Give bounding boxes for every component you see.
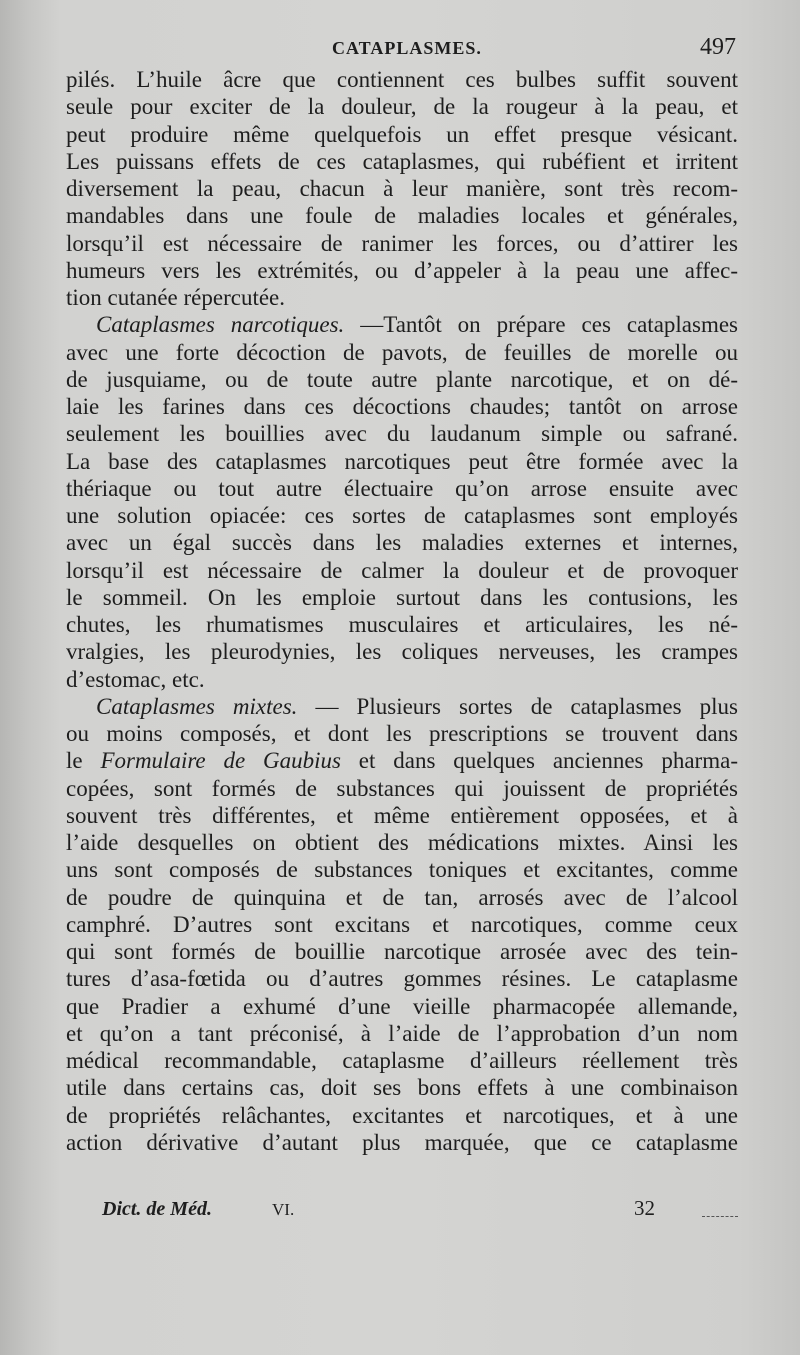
text-line: l’aide desquelles on obtient des médications mixtes. Ainsi les (66, 830, 738, 855)
text-line: camphré. D’autres sont excitans et narcotiques, comme ceux (66, 911, 738, 937)
text-line: chutes, les rhumatismes musculaires et articulaires, les né- (66, 612, 738, 637)
paragraph-mixtes-first-line (66, 693, 738, 720)
text-line: une solution opiacée: ces sortes de cataplasmes sont employés (66, 503, 738, 528)
text-line: seule pour exciter de la douleur, de la rougeur à la peau, et (66, 94, 738, 120)
footer-sheet-number: 32 (634, 1196, 655, 1220)
text-line: de jusquiame, ou de toute autre plante narcotique, et on dé- (66, 366, 738, 392)
text-line: avec une forte décoction de pavots, de feuilles de morelle ou (66, 339, 738, 365)
running-title: CATAPLASMES. (332, 38, 482, 58)
text-line: pilés. L’huile âcre que contiennent ces bulbes suffit souvent (66, 67, 738, 92)
text-line: thériaque ou tout autre électuaire qu’on arrose ensuite avec (66, 475, 738, 501)
mixed-lead-text: — Plusieurs sortes de cataplasmes plus (297, 693, 738, 719)
text-line: lorsqu’il est nécessaire de calmer la douleur et de provoquer (66, 557, 738, 583)
text-line: le sommeil. On les emploie surtout dans les contusions, les (66, 584, 738, 610)
page-number: 497 (700, 34, 736, 60)
text-line: médical recommandable, cataplasme d’ailleurs réellement très (66, 1048, 738, 1073)
text-line: d’estomac, etc. (66, 666, 205, 692)
text-line: action dérivative d’autant plus marquée, que ce cataplasme (66, 1129, 738, 1155)
text-line: seulement les bouillies avec du laudanum simple ou safrané. (66, 421, 738, 447)
text-line: utile dans certains cas, doit ses bons effets à une combinaison (66, 1075, 738, 1101)
signature-line (66, 1196, 738, 1226)
footer-work-title: Dict. de Méd. (102, 1198, 212, 1220)
section-heading-mixtes: Cataplasmes mixtes. (96, 693, 298, 719)
text-line: avec un égal succès dans les maladies externes et internes, (66, 530, 738, 556)
text-line: mandables dans une foule de maladies locales et générales, (66, 203, 738, 229)
text-line: diversement la peau, chacun à leur manière, sont très recom- (66, 176, 738, 201)
body-text (66, 66, 738, 1156)
text-fragment: le (66, 748, 101, 774)
text-line: Les puissans effets de ces cataplasmes, qui rubéfient et irritent (66, 148, 738, 174)
text-line: peut produire même quelquefois un effet presque vésicant. (66, 121, 738, 147)
text-line: lorsqu’il est nécessaire de ranimer les forces, ou d’attirer les (66, 230, 738, 256)
narcotic-lead-text: —Tantôt on prépare ces cataplasmes (344, 312, 739, 338)
text-line: de poudre de quinquina et de tan, arrosés avec de l’alcool (66, 884, 738, 910)
running-head (66, 34, 738, 62)
text-line: laie les farines dans ces décoctions chaudes; tantôt on arrose (66, 394, 738, 419)
text-line: humeurs vers les extrémités, ou d’appeler à la peau une affec- (66, 257, 738, 283)
text-fragment: et dans quelques anciennes pharma- (340, 748, 738, 774)
text-line: et qu’on a tant préconisé, à l’aide de l’approbation d’un nom (66, 1020, 738, 1046)
text-line: souvent très différentes, et même entièrement opposées, et à (66, 802, 738, 828)
text-line: de propriétés relâchantes, excitantes et narcotiques, et à une (66, 1102, 738, 1128)
text-line: qui sont formés de bouillie narcotique arrosée avec des tein- (66, 939, 738, 964)
formulary-title: Formulaire de Gaubius (100, 748, 341, 774)
text-line: La base des cataplasmes narcotiques peut être formée avec la (66, 448, 738, 474)
section-heading-narcotiques: Cataplasmes narcotiques. (96, 312, 345, 338)
footer-volume: VI. (272, 1200, 295, 1219)
text-line-with-title (66, 747, 738, 774)
text-line: que Pradier a exhumé d’une vieille pharmacopée allemande, (66, 993, 738, 1019)
text-line: vralgies, les pleurodynies, les coliques nerveuses, les crampes (66, 639, 738, 665)
paragraph-narcotiques-first-line (66, 311, 738, 338)
text-line: copées, sont formés de substances qui jouissent de propriétés (66, 775, 738, 801)
printer-mark (702, 1210, 738, 1217)
text-line: tures d’asa-fœtida ou d’autres gommes résines. Le cataplasme (66, 966, 738, 992)
text-line: ou moins composés, et dont les prescriptions se trouvent dans (66, 721, 738, 746)
text-line: uns sont composés de substances toniques et excitantes, comme (66, 857, 738, 883)
text-line: tion cutanée répercutée. (66, 285, 286, 310)
